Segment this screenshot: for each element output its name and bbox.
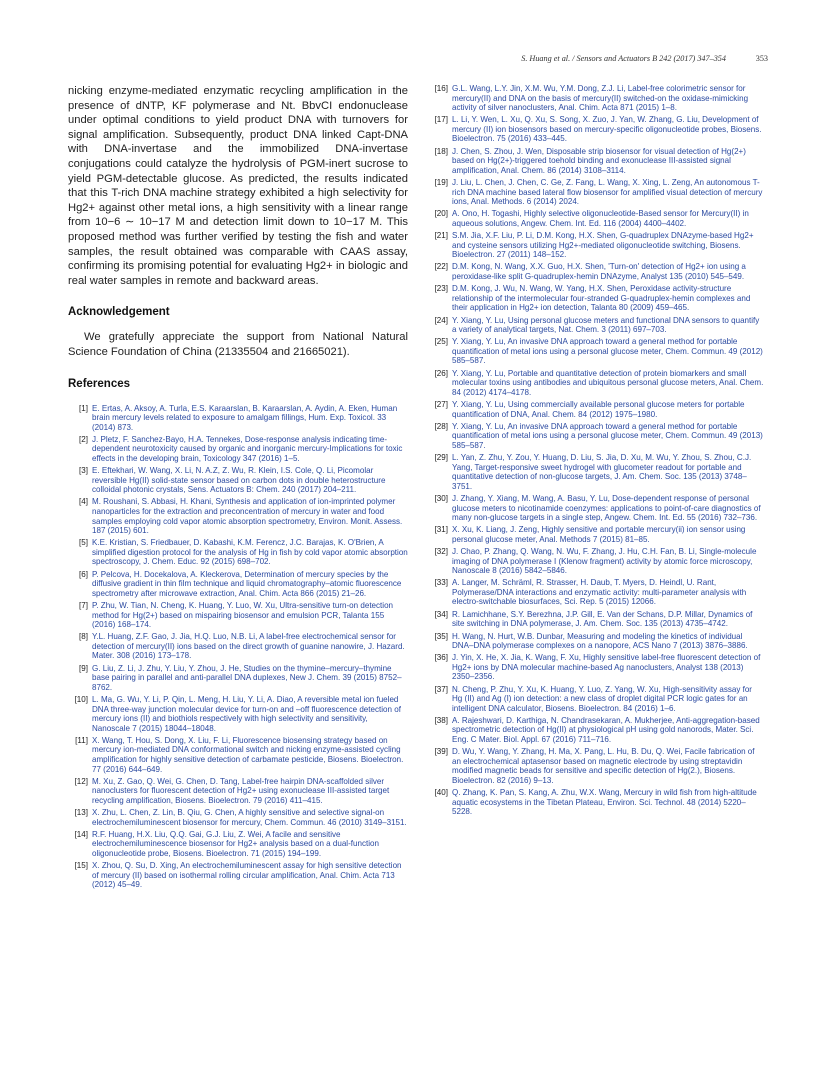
reference-item (68, 664, 408, 693)
reference-number: [2] (79, 434, 88, 444)
reference-item (428, 147, 764, 176)
reference-link[interactable]: L. Yan, Z. Zhu, Y. Zou, Y. Huang, D. Liu, S. Jia, D. Xu, M. Wu, Y. Zhou, S. Zhou, C.J. Yang, Target-responsive sweet hydrogel with glucometer readout for portable and quantitative detection of non-glucose targets, J. Am. Chem. Soc. 135 (2013) 3748–3751. (452, 453, 752, 491)
reference-link[interactable]: K.E. Kristian, S. Friedbauer, D. Kabashi, K.M. Ferencz, J.C. Barajas, K. O'Brien, A simplified digestion protocol for the analysis of Hg in fish by cold vapor atomic absorption spectroscopy, J. Chem. Educ. 92 (2015) 698–702. (92, 538, 408, 567)
reference-item (428, 453, 764, 491)
references-list-right (428, 84, 764, 817)
reference-number: [24] (434, 315, 448, 325)
reference-link[interactable]: M. Roushani, S. Abbasi, H. Khani, Synthesis and application of ion-imprinted polymer nanoparticles for the extraction and preconcentration of mercury in water and food samples employing cold vapor atomic absorption spectrometry, Environ. Monit. Assess. 187 (2015) 601. (92, 497, 403, 536)
reference-number: [31] (434, 525, 448, 535)
reference-link[interactable]: Y. Xiang, Y. Lu, Using commercially available personal glucose meters for portable quantification of DNA, Anal. Chem. 84 (2012) 1975–1980. (452, 399, 745, 419)
reference-link[interactable]: N. Cheng, P. Zhu, Y. Xu, K. Huang, Y. Luo, Z. Yang, W. Xu, High-sensitivity assay for Hg (II) and Ag (I) ion detection: a new class of droplet digital PCR logic gates for an intelligent DNA calculator, Biosens. Bioelectron. 84 (2016) 1–6. (452, 684, 752, 713)
reference-link[interactable]: Y. Xiang, Y. Lu, An invasive DNA approach toward a general method for portable quantification of metal ions using a personal glucose meter, Chem. Commun. 49 (2012) 585–587. (452, 337, 763, 366)
reference-link[interactable]: X. Zhou, Q. Su, D. Xing, An electrochemiluminescent assay for high sensitive detection of mercury (II) based on isothermal rolling circular amplification, Anal. Chim. Acta 713 (2012) 45–49. (92, 861, 402, 890)
reference-link[interactable]: G. Liu, Z. Li, J. Zhu, Y. Liu, Y. Zhou, J. He, Studies on the thymine–mercury–thymine base pairing in parallel and anti-parallel DNA duplexes, New J. Chem. 39 (2015) 8752–8762. (92, 663, 402, 692)
reference-number: [20] (434, 209, 448, 219)
reference-item (68, 404, 408, 433)
reference-link[interactable]: Y. Xiang, Y. Lu, An invasive DNA approach toward a general method for portable quantification of metal ions using a personal glucose meter, Chem. Commun. 49 (2013) 585–587. (452, 421, 763, 450)
reference-link[interactable]: P. Zhu, W. Tian, N. Cheng, K. Huang, Y. Luo, W. Xu, Ultra-sensitive turn-on detection method for Hg(2+) based on mispairing biosensor and emulsion PCR, Talanta 155 (2016) 168–174. (92, 601, 394, 630)
reference-number: [34] (434, 609, 448, 619)
reference-number: [29] (434, 453, 448, 463)
reference-number: [35] (434, 631, 448, 641)
reference-link[interactable]: R.F. Huang, H.X. Liu, Q.Q. Gai, G.J. Liu, Z. Wei, A facile and sensitive electrochemiluminescence biosensor for Hg2+ analysis based on a dual-function oligonucleotide probe, Biosens. Bioelectron. 71 (2015) 194–199. (92, 829, 379, 858)
reference-item (428, 115, 764, 144)
reference-number: [37] (434, 684, 448, 694)
reference-number: [38] (434, 715, 448, 725)
reference-number: [19] (434, 177, 448, 187)
reference-item (428, 578, 764, 607)
reference-number: [17] (434, 115, 448, 125)
reference-item (68, 830, 408, 859)
reference-item (68, 601, 408, 630)
conclusion-paragraph: nicking enzyme-mediated enzymatic recycling amplification in the presence of dNTP, KF polymerase and Nt. BbvCI endonuclease under optimal conditions to yield product DNA with turnovers for signal amplification. Subsequently, product DNA linked Capt-DNA with DNA-invertase and the immobilized DNA-invertase conjugations could catalyze the hydrolysis of PGM-inert sucrose to yield PGM-detectable glucose. As predicted, the results indicated that this T-rich DNA machine strategy exhibited a high selectivity for Hg2+ against other metal ions, a high sensitivity with a linear range from 10−6 ∼ 10−17 M and detection limit down to 10−17 M. This proposed method was further verified by testing the fish and water samples, the result obtained was comparable with CAAS assay, confirming its promising potential for evaluating Hg2+ in biologic and real water samples in remote and backward areas. (68, 85, 408, 287)
reference-number: [16] (434, 84, 448, 93)
reference-item (428, 610, 764, 629)
reference-number: [8] (79, 632, 88, 642)
reference-link[interactable]: Y.L. Huang, Z.F. Gao, J. Jia, H.Q. Luo, N.B. Li, A label-free electrochemical sensor for detection of mercury(II) ions based on the direct growth of guanine nanowire, J. Hazard. Mater. 308 (2016) 173–178. (92, 632, 405, 661)
reference-number: [40] (434, 788, 448, 798)
reference-number: [23] (434, 284, 448, 294)
page-number: 353 (755, 54, 768, 63)
reference-item (68, 777, 408, 806)
reference-number: [6] (79, 569, 88, 579)
reference-number: [15] (74, 861, 88, 871)
reference-link[interactable]: D. Wu, Y. Wang, Y. Zhang, H. Ma, X. Pang, L. Hu, B. Du, Q. Wei, Facile fabrication of an electrochemical aptasensor based on magnetic electrode by using streptavidin modified magnetic beads for sensitive and specific detection of Hg(2.), Biosens. Bioelectron. 82 (2016) 9–13. (452, 747, 755, 785)
reference-link[interactable]: X. Xu, K. Liang, J. Zeng, Highly sensitive and portable mercury(ii) ion sensor using personal glucose meter, Anal. Methods 7 (2015) 81–85. (452, 525, 746, 544)
reference-item (428, 685, 764, 714)
reference-item (68, 570, 408, 599)
reference-number: [26] (434, 368, 448, 378)
reference-item (428, 178, 764, 207)
reference-number: [11] (75, 735, 88, 745)
reference-item (428, 337, 764, 366)
reference-item (428, 788, 764, 817)
reference-number: [27] (434, 399, 448, 409)
reference-link[interactable]: Y. Xiang, Y. Lu, Using personal glucose meters and functional DNA sensors to quantify a variety of analytical targets, Nat. Chem. 3 (2011) 697–703. (452, 315, 760, 335)
left-column (68, 84, 408, 893)
reference-link[interactable]: G.L. Wang, L.Y. Jin, X.M. Wu, Y.M. Dong, Z.J. Li, Label-free colorimetric sensor for mercury(II) and DNA on the basis of mercury(II) switched-on the oxidase-mimicking activity of silver nanoclusters, Anal. Chim. Acta 871 (2015) 1–8. (452, 84, 749, 113)
reference-number: [28] (434, 421, 448, 431)
reference-number: [39] (434, 747, 448, 757)
reference-number: [1] (79, 403, 88, 413)
reference-number: [33] (434, 578, 448, 588)
reference-item (428, 422, 764, 451)
reference-link[interactable]: S.M. Jia, X.F. Liu, P. Li, D.M. Kong, H.X. Shen, G-quadruplex DNAzyme-based Hg2+ and cysteine sensors utilizing Hg2+-mediated oligonucleotide switching, Biosens. Bioelectron. 27 (2011) 148–152. (452, 231, 754, 260)
reference-number: [5] (79, 538, 88, 548)
reference-item (68, 861, 408, 890)
reference-link[interactable]: D.M. Kong, N. Wang, X.X. Guo, H.X. Shen, 'Turn-on' detection of Hg2+ ion using a peroxidase-like split G-quadruplex-hemin DNAzyme, Analyst 135 (2010) 545–549. (452, 262, 746, 281)
reference-item (68, 808, 408, 827)
reference-item (428, 494, 764, 523)
reference-link[interactable]: Y. Xiang, Y. Lu, Portable and quantitative detection of protein biomarkers and small molecular toxins using antibodies and ubiquitous personal glucose meters, Anal. Chem. 84 (2012) 4174–4178. (452, 368, 764, 397)
reference-number: [14] (74, 829, 88, 839)
references-heading: References (68, 377, 131, 390)
running-title: S. Huang et al. / Sensors and Actuators B 242 (2017) 347–354 (521, 54, 726, 63)
reference-item (428, 400, 764, 419)
page-header (68, 54, 768, 68)
reference-link[interactable]: E. Ertas, A. Aksoy, A. Turla, E.S. Karaarslan, B. Karaarslan, A. Aydin, A. Eken, Human brain mercury levels related to exposure to amalgam fillings, Hum. Exp. Toxicol. 33 (2014) 873. (92, 403, 398, 432)
reference-item (68, 632, 408, 661)
reference-item (428, 369, 764, 398)
reference-link[interactable]: E. Eftekhari, W. Wang, X. Li, N. A.Z, Z. Wu, R. Klein, I.S. Cole, Q. Li, Picomolar reversible Hg(II) solid-state sensor based on carbon dots in double heterostructure colloidal photonic crystals, Sens. Actuators B: Chem. 240 (2017) 204–211. (92, 466, 386, 495)
reference-link[interactable]: L. Li, Y. Wen, L. Xu, Q. Xu, S. Song, X. Zuo, J. Yan, W. Zhang, G. Liu, Development of mercury (II) ion biosensors based on mercury-specific oligonucleotide probes, Biosens. Bioelectron. 75 (2016) 433–445. (452, 115, 762, 144)
reference-item (428, 231, 764, 260)
reference-link[interactable]: J. Chao, P. Zhang, Q. Wang, N. Wu, F. Zhang, J. Hu, C.H. Fan, B. Li, Single-molecule imaging of DNA polymerase I (Klenow fragment) activity by atomic force microscopy, Nanoscale 8 (2016) 5842–5846. (452, 547, 757, 576)
reference-number: [18] (434, 146, 448, 156)
reference-item (428, 632, 764, 651)
reference-link[interactable]: J. Pletz, F. Sanchez-Bayo, H.A. Tennekes, Dose-response analysis indicating time-dependent neurotoxicity caused by organic and inorganic mercury-Implications for toxic effects in the developing brain, Toxicology 347 (2016) 1–5. (92, 434, 403, 463)
reference-link[interactable]: H. Wang, N. Hurt, W.B. Dunbar, Measuring and modeling the kinetics of individual DNA–DNA polymerase complexes on a nanopore, ACS Nano 7 (2013) 3876–3886. (452, 631, 748, 651)
reference-link[interactable]: P. Pelcova, H. Docekalova, A. Kleckerova, Determination of mercury species by the diffusive gradient in thin film technique and liquid chromatography–atomic fluorescence spectrometry after microwave extraction, Anal. Chim. Acta 866 (2015) 21–26. (92, 569, 402, 598)
reference-link[interactable]: J. Yin, X. He, X. Jia, K. Wang, F. Xu, Highly sensitive label-free fluorescent detection of Hg2+ ions by DNA molecular machine-based Ag nanoclusters, Analyst 138 (2013) 2350–2356. (452, 653, 761, 682)
reference-number: [10] (74, 695, 88, 704)
reference-link[interactable]: R. Lamichhane, S.Y. Berezhna, J.P. Gill, E. Van der Schans, D.P. Millar, Dynamics of site switching in DNA polymerase, J. Am. Chem. Soc. 135 (2013) 4735–4742. (452, 609, 753, 629)
reference-link[interactable]: Q. Zhang, K. Pan, S. Kang, A. Zhu, W.X. Wang, Mercury in wild fish from high-altitude aquatic ecosystems in the Tibetan Plateau, Environ. Sci. Technol. 48 (2014) 5220–5228. (452, 788, 757, 817)
reference-item (68, 435, 408, 464)
right-column (428, 84, 764, 819)
reference-link[interactable]: J. Chen, S. Zhou, J. Wen, Disposable strip biosensor for visual detection of Hg(2+) based on Hg(2+)-triggered toehold binding and exonuclease III-assisted signal amplification, Anal. Chem. 86 (2014) 3108–3114. (452, 146, 746, 175)
reference-number: [3] (79, 466, 88, 476)
references-list-left (68, 404, 408, 890)
reference-item (428, 316, 764, 335)
reference-number: [12] (74, 776, 88, 786)
reference-number: [21] (434, 231, 448, 241)
reference-item (428, 84, 764, 113)
reference-number: [7] (79, 601, 88, 611)
reference-item (68, 538, 408, 567)
reference-item (68, 736, 408, 774)
reference-item (428, 525, 764, 544)
reference-number: [36] (434, 653, 448, 663)
reference-item (68, 695, 408, 733)
reference-number: [30] (434, 493, 448, 503)
reference-number: [4] (79, 497, 88, 507)
reference-item (428, 747, 764, 785)
reference-link[interactable]: X. Zhu, L. Chen, Z. Lin, B. Qiu, G. Chen, A highly sensitive and selective signal-on electrochemiluminescent biosensor for mercury, Chem. Commun. 46 (2010) 3149–3151. (92, 808, 407, 827)
acknowledgement-heading: Acknowledgement (68, 306, 170, 319)
reference-link[interactable]: D.M. Kong, J. Wu, N. Wang, W. Yang, H.X. Shen, Peroxidase activity-structure relationship of the intermolecular four-stranded G-quadruplex-hemin complexes and their application in Hg2+ ion detection, Talanta 80 (2009) 459–465. (452, 284, 751, 313)
reference-item (428, 716, 764, 745)
reference-item (428, 284, 764, 313)
reference-link[interactable]: J. Zhang, Y. Xiang, M. Wang, A. Basu, Y. Lu, Dose-dependent response of personal glucose meters to nicotinamide coenzymes: applications to point-of-care diagnostics of many non-glucose targets in a single step, Angew. Chem. Int. Ed. 55 (2016) 732–736. (452, 493, 761, 523)
reference-link[interactable]: A. Rajeshwari, D. Karthiga, N. Chandrasekaran, A. Mukherjee, Anti-aggregation-based spectrometric detection of Hg(II) at physiological pH using gold nanorods, Mater. Sci. Eng. C Mater. Biol. Appl. 67 (2016) 711–716. (452, 715, 760, 745)
reference-number: [25] (434, 337, 448, 347)
reference-item (68, 466, 408, 495)
reference-number: [9] (79, 663, 88, 673)
reference-item (428, 653, 764, 682)
reference-link[interactable]: A. Langer, M. Schräml, R. Strasser, H. Daub, T. Myers, D. Heindl, U. Rant, Polymerase/DNA interactions and enzymatic activity: multi-parameter analysis with electro-switchable biosurfaces, Sci. Rep. 5 (2015) 12066. (452, 578, 747, 607)
reference-item (68, 497, 408, 535)
reference-link[interactable]: X. Wang, T. Hou, S. Dong, X. Liu, F. Li, Fluorescence biosensing strategy based on mercury ion-mediated DNA conformational switch and nicking enzyme-assisted cycling amplification for highly sensitive detection of carbamate pesticide, Biosens. Bioelectron. 77 (2016) 644–649. (92, 735, 404, 774)
reference-item (428, 547, 764, 576)
reference-number: [13] (74, 808, 88, 818)
reference-number: [22] (434, 262, 448, 272)
reference-item (428, 262, 764, 281)
reference-link[interactable]: J. Liu, L. Chen, J. Chen, C. Ge, Z. Fang, L. Wang, X. Xing, L. Zeng, An autonomous T-rich DNA machine based lateral flow biosensor for amplified visual detection of mercury ions, Anal. Methods. 6 (2014) 2024. (452, 177, 763, 207)
reference-link[interactable]: M. Xu, Z. Gao, Q. Wei, G. Chen, D. Tang, Label-free hairpin DNA-scaffolded silver nanoclusters for fluorescent detection of Hg2+ using exonuclease III-assisted target recycling amplification, Biosens. Bioelectron. 79 (2016) 411–415. (92, 776, 390, 805)
reference-link[interactable]: A. Ono, H. Togashi, Highly selective oligonucleotide-Based sensor for Mercury(II) in aqueous solutions, Angew. Chem. Int. Ed. 116 (2004) 4400–4402. (452, 209, 749, 228)
acknowledgement-text: We gratefully appreciate the support from National Natural Science Foundation of China (21335504 and 21665021). (68, 331, 408, 358)
reference-number: [32] (434, 547, 448, 557)
reference-item (428, 209, 764, 228)
reference-link[interactable]: L. Ma, G. Wu, Y. Li, P. Qin, L. Meng, H. Liu, Y. Li, A. Diao, A reversible metal ion fueled DNA three-way junction molecular device for turn-on and –off fluorescence detection of mercury ions (II) and biothiols respectively with high selectivity and sensitivity, Nanoscale 7 (2015) 18044–18048. (92, 695, 401, 733)
